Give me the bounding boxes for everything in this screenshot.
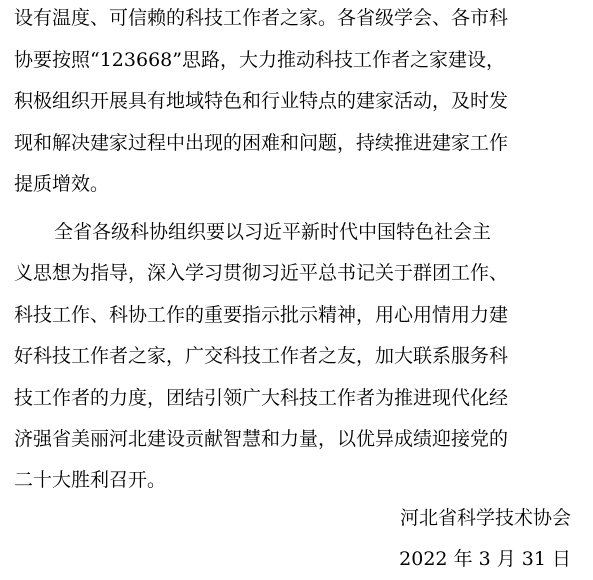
text-line: 协要按照“123668”思路，大力推动科技工作者之家建设， xyxy=(14,49,505,71)
text-line: 济强省美丽河北建设贡献智慧和力量，以优异成绩迎接党的 xyxy=(14,428,509,450)
text-line: 技工作者的力度，团结引领广大科技工作者为推进现代化经 xyxy=(14,387,509,409)
text-line: 科技工作、科协工作的重要指示批示精神，用心用情用力建 xyxy=(14,304,509,326)
signature-organization: 河北省科学技术协会 xyxy=(399,507,571,529)
text-line: 义思想为指导，深入学习贯彻习近平总书记关于群团工作、 xyxy=(14,262,509,284)
text-line: 提质增效。 xyxy=(14,173,110,195)
text-line: 积极组织开展具有地域特色和行业特点的建家活动，及时发 xyxy=(14,90,509,112)
text-line: 全省各级科协组织要以习近平新时代中国特色社会主 xyxy=(54,221,492,243)
text-line: 好科技工作者之家，广交科技工作者之友，加大联系服务科 xyxy=(14,345,509,367)
signature-date: 2022 年 3 月 31 日 xyxy=(399,548,571,570)
text-line: 设有温度、可信赖的科技工作者之家。各省级学会、各市科 xyxy=(14,7,509,29)
text-line: 现和解决建家过程中出现的困难和问题，持续推进建家工作 xyxy=(14,132,509,154)
text-line: 二十大胜利召开。 xyxy=(14,469,167,491)
